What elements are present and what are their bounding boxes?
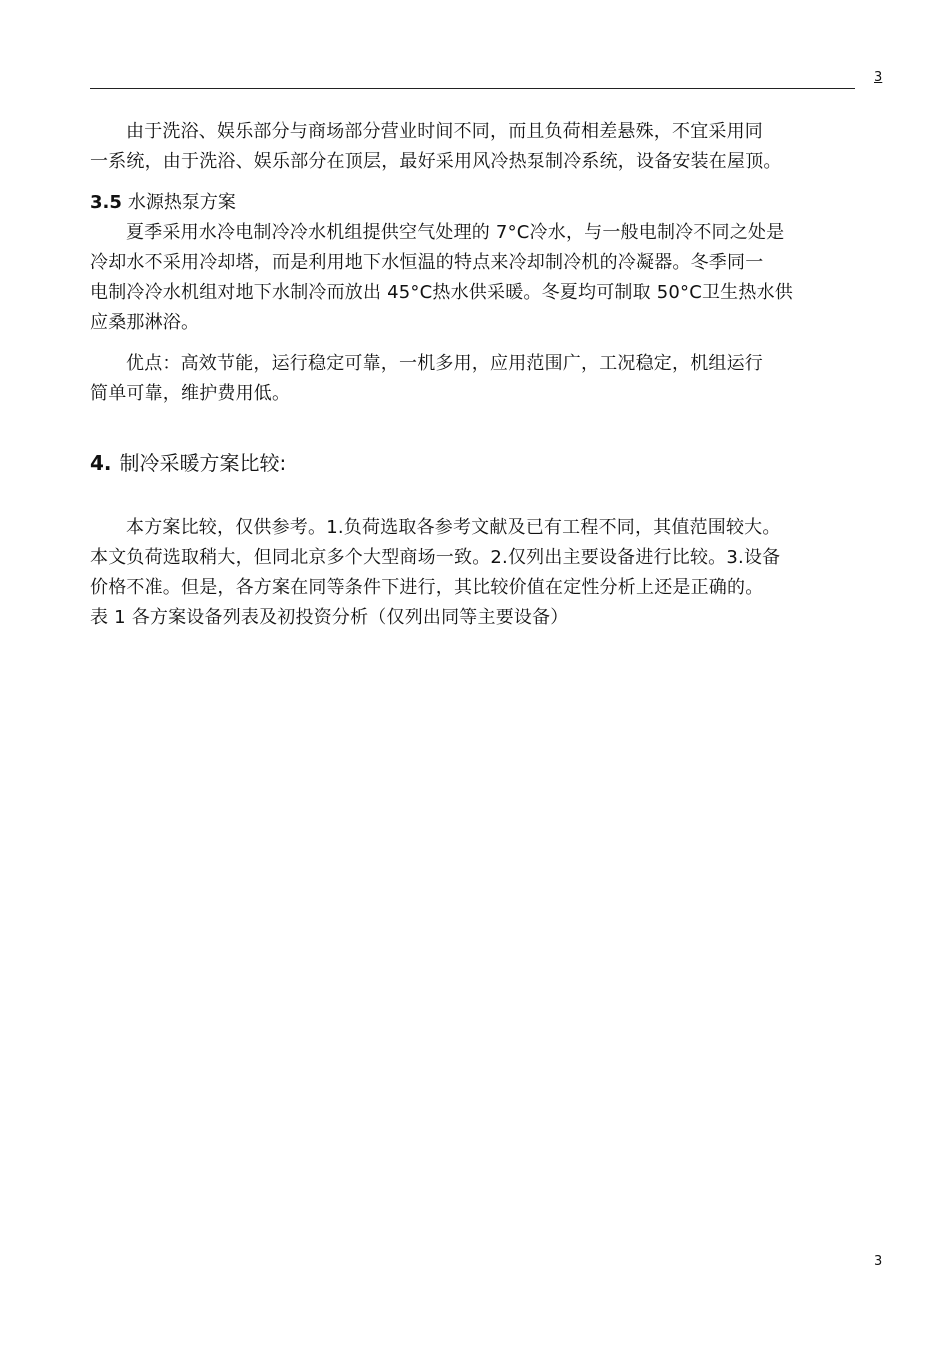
subsection-title: 水源热泵方案 [127,192,236,213]
text-line: 夏季采用水冷电制冷冷水机组提供空气处理的 7°C冷水，与一般电制冷不同之处是 [126,222,785,243]
paragraph-comparison-intro [90,513,880,633]
text-line: 价格不准。但是，各方案在同等条件下进行，其比较价值在定性分析上还是正确的。 [90,577,764,598]
text-line: 冷却水不采用冷却塔，而是利用地下水恒温的特点来冷却制冷机的冷凝器。冬季同一 [90,252,764,273]
paragraph-advantages [90,349,880,409]
footer-page-number: 3 [874,1254,883,1269]
subsection-heading [90,191,236,215]
text-line: 本文负荷选取稍大，但同北京多个大型商场一致。2.仅列出主要设备进行比较。3.设备 [90,547,781,568]
text-line: 由于洗浴、娱乐部分与商场部分营业时间不同，而且负荷相差悬殊，不宜采用同 [126,121,763,142]
header-rule [90,88,855,89]
paragraph-schedule-note [90,117,880,177]
text-line: 优点：高效节能，运行稳定可靠，一机多用，应用范围广，工况稳定，机组运行 [126,353,763,374]
text-line: 电制冷冷水机组对地下水制冷而放出 45°C热水供采暖。冬夏均可制取 50°C卫生热水供 [90,282,793,303]
text-line: 简单可靠，维护费用低。 [90,383,291,404]
text-line: 一系统，由于洗浴、娱乐部分在顶层，最好采用风冷热泵制冷系统，设备安装在屋顶。 [90,151,782,172]
section-heading [90,449,286,477]
text-line: 本方案比较，仅供参考。1.负荷选取各参考文献及已有工程不同，其值范围较大。 [126,517,781,538]
text-line: 应桑那淋浴。 [90,312,200,333]
header-page-number: 3 [874,70,883,85]
section-number: 4. [90,451,112,475]
section-title: 制冷采暖方案比较: [119,451,287,475]
paragraph-water-source-heat-pump [90,218,880,338]
table-caption: 表 1 各方案设备列表及初投资分析（仅列出同等主要设备） [90,607,569,628]
subsection-number: 3.5 [90,192,122,213]
